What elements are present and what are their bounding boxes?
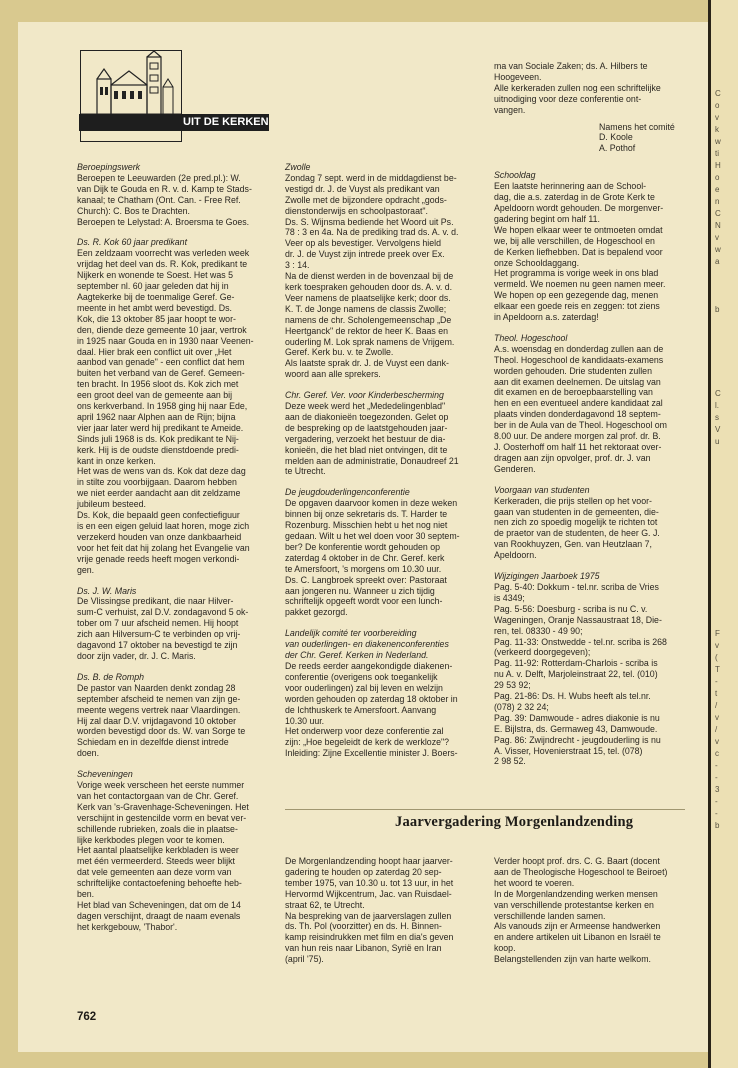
- edge-letter: [715, 556, 738, 568]
- text-line: meente wegens vertrek naar Vlaardingen.: [77, 704, 241, 715]
- text-line: Sinds juli 1968 is ds. Kok predikant te Nij-: [77, 433, 239, 444]
- paragraph-gap: [494, 323, 692, 333]
- text-line: pakket gezorgd.: [285, 607, 348, 618]
- text-line: vermeld. We noemen nu geen namen meer.: [494, 279, 666, 290]
- text-line: Rozenburg. Misschien hebt u het nog niet: [285, 520, 448, 531]
- text-line: verschijnt in gestencilde vorm en bevat ver-: [77, 812, 247, 823]
- section-heading: der Chr. Geref. Kerken in Nederland.: [285, 650, 429, 661]
- text-line: schillende rubrieken, zoals die in plaatse-: [77, 823, 238, 834]
- text-line: ren, tel. 08330 - 49 90;: [494, 625, 583, 636]
- text-line: binnen bij onze sekretaris ds. T. Harder te: [285, 509, 448, 520]
- text-line: de Ichthuskerk te Amersfoort. Aanvang: [285, 704, 437, 715]
- edge-letter: [715, 604, 738, 616]
- text-line: worden gehouden. Drie studenten zullen: [494, 365, 652, 376]
- signature-line: D. Koole: [599, 132, 633, 143]
- column-4: [285, 856, 485, 965]
- text-line: Na de dienst werden in de bovenzaal bij de: [285, 271, 454, 282]
- text-line: Apeldoorn.: [494, 550, 537, 561]
- text-line: onze Schooldaggang.: [494, 257, 580, 268]
- edge-letter: v: [715, 233, 719, 242]
- text-line: vrijdag het deel van ds. R. Kok, predikant te: [77, 259, 248, 270]
- paragraph-gap: [494, 561, 692, 571]
- text-line: plaats vinden donderdagavond 18 septem-: [494, 409, 661, 420]
- edge-letter: [715, 448, 738, 460]
- text-line: de bespreking op de laatstgehouden jaar-: [285, 422, 448, 433]
- text-line: tober om 7 uur afscheid nemen. Hij hoopt: [77, 618, 239, 629]
- signature-line: A. Pothof: [599, 143, 636, 154]
- text-line: ons kerkverband. In 1958 ging hij naar Ede,: [77, 401, 248, 412]
- text-line: Pag. 11-33: Onstwedde - tel.nr. scriba is 268: [494, 636, 667, 647]
- edge-letter: -: [715, 773, 718, 782]
- text-line: vrije genade reeds heeft mogen verkondi-: [77, 553, 240, 564]
- text-line: april 1962 naar Alphen aan de Rijn; bijna: [77, 411, 236, 422]
- text-line: dr. J. de Vuyst zijn intrede preek over Ex.: [285, 249, 445, 260]
- edge-letter: u: [715, 437, 720, 446]
- text-line: elkaar een goede reis en zeggen: tot ziens: [494, 301, 660, 312]
- edge-letter: C: [715, 209, 721, 218]
- edge-letter: t: [715, 689, 718, 698]
- text-line: verschillende landen samen.: [494, 910, 606, 921]
- edge-letter: k: [715, 125, 719, 134]
- text-line: we niet eerder aandacht aan dit zeldzame: [77, 488, 241, 499]
- paragraph-gap: [77, 662, 277, 672]
- text-line: verzekerd houden van onze dankbaarheid: [77, 531, 242, 542]
- text-line: gadering begint om half 11.: [494, 213, 600, 224]
- text-line: dragen aan zijn opvolger, prof. dr. J. van: [494, 452, 651, 463]
- text-line: tember 1975, van 10.30 u. tot 13 uur, in het: [285, 877, 454, 888]
- section-heading: De jeugdouderlingenconferentie: [285, 487, 410, 498]
- text-line: van Dijk te Gouda en R. v. d. Kamp te Stads-: [77, 183, 252, 194]
- section-banner: [79, 114, 269, 131]
- text-line: Inleiding: Zijne Excellentie minister J. Boers-: [285, 748, 458, 759]
- text-line: Schiedam en in dezelfde dienst intrede: [77, 737, 229, 748]
- text-line: Ds. C. Langbroek spreekt over: Pastoraat: [285, 574, 447, 585]
- edge-letter: e: [715, 185, 720, 194]
- text-line: (verkeerd doorgegeven);: [494, 647, 591, 658]
- section-heading: Ds. J. W. Maris: [77, 585, 137, 596]
- edge-letter: [715, 292, 738, 304]
- text-line: te Amersfoort, 's morgens om 10.30 uur.: [285, 563, 442, 574]
- text-line: namens de chr. Scholengemeenschap „De: [285, 314, 452, 325]
- text-line: zaterdag 4 oktober in de Chr. Geref. kerk: [285, 552, 445, 563]
- text-line: met één vermeerderd. Steeds weer blijkt: [77, 856, 235, 867]
- text-line: Een laatste herinnering aan de School-: [494, 181, 647, 192]
- text-line: Pag. 5-40: Dokkum - tel.nr. scriba de Vries: [494, 581, 659, 592]
- section-heading: Ds. B. de Romph: [77, 671, 144, 682]
- text-line: Zondag 7 sept. werd in de middagdienst be-: [285, 172, 457, 183]
- text-line: worden gehouden op zaterdag 18 oktober in: [285, 693, 458, 704]
- text-line: de Kerken liefhebben. Dat is bepalend voor: [494, 246, 663, 257]
- edge-letter: [715, 496, 738, 508]
- text-line: Church): C. Bos te Drachten.: [77, 205, 190, 216]
- signature-line: Namens het comité: [599, 121, 675, 132]
- edge-letter: n: [715, 197, 720, 206]
- text-line: kerk. Hij is de oudste dienstdoende predi-: [77, 444, 239, 455]
- text-line: Pag. 86: Zwijndrecht - jeugdouderling is nu: [494, 734, 661, 745]
- text-line: Alle kerkeraden zullen nog een schriftelijke: [494, 82, 661, 93]
- text-line: straat 62, te Utrecht.: [285, 899, 365, 910]
- text-line: ber? De konferentie wordt gehouden op: [285, 541, 441, 552]
- text-line: aan de Theologische Hogeschool te Beiroet): [494, 866, 668, 877]
- paragraph-gap: [77, 576, 277, 586]
- text-line: We hopen op een gezegende dag, menen: [494, 290, 659, 301]
- edge-letter: v: [715, 113, 719, 122]
- text-line: voor het feit dat hij zolang het Evangelie van: [77, 542, 250, 553]
- text-line: vangen.: [494, 104, 526, 115]
- edge-letter: [715, 352, 738, 364]
- text-line: Als vanouds zijn er Armeense handwerken: [494, 921, 661, 932]
- edge-letter: N: [715, 221, 721, 230]
- text-line: van verschillende protestantse kerken en: [494, 899, 654, 910]
- edge-letter: [715, 472, 738, 484]
- text-line: Deze week werd het „Mededelingenblad": [285, 401, 446, 412]
- text-line: lijke kerkbodes plegen voor te komen.: [77, 834, 225, 845]
- text-line: september afscheid te nemen van zijn ge-: [77, 693, 241, 704]
- edge-letter: [715, 340, 738, 352]
- text-line: dag, die a.s. zaterdag in de Grote Kerk te: [494, 192, 655, 203]
- text-line: Geref. Kerk bu. v. te Zwolle.: [285, 347, 394, 358]
- edge-letter: v: [715, 641, 719, 650]
- section-heading: Scheveningen: [77, 769, 133, 780]
- text-line: ma van Sociale Zaken; ds. A. Hilbers te: [494, 61, 648, 71]
- text-line: Het was de wens van ds. Kok dat deze dag: [77, 466, 246, 477]
- text-line: (april '75).: [285, 954, 324, 965]
- text-line: in stilte zou voorbijgaan. Daarom hebben: [77, 477, 237, 488]
- edge-letter: [715, 544, 738, 556]
- edge-letter: o: [715, 101, 720, 110]
- section-heading: Landelijk comité ter voorbereiding: [285, 628, 417, 639]
- text-line: en andere artikelen uit Libanon en Israël te: [494, 932, 661, 943]
- text-line: gadering te houden op zaterdag 20 sep-: [285, 866, 442, 877]
- paragraph-gap: [77, 759, 277, 769]
- text-line: Theol. Hogeschool de kandidaats-examens: [494, 354, 664, 365]
- section-heading: Ds. R. Kok 60 jaar predikant: [77, 237, 188, 248]
- edge-letter: H: [715, 161, 721, 170]
- edge-letter: v: [715, 737, 719, 746]
- edge-letter: b: [715, 305, 720, 314]
- next-page-letters: [715, 88, 738, 832]
- text-line: ber in de Aula van de Theol. Hogeschool om: [494, 420, 667, 431]
- text-line: conferentie (overigens ook toegankelijk: [285, 671, 438, 682]
- text-line: Het programma is vorige week in ons blad: [494, 268, 659, 279]
- text-line: worden bevestigd door ds. W. van Sorge te: [77, 726, 246, 737]
- paragraph-gap: [285, 380, 485, 390]
- text-line: Het aantal plaatselijke kerkbladen is weer: [77, 845, 239, 856]
- text-line: ds. Th. Pol (voorzitter) en ds. H. Binnen-: [285, 921, 442, 932]
- text-line: (078) 2 32 24;: [494, 701, 549, 712]
- text-line: aan dit examen deelnemen. De uitslag van: [494, 376, 661, 387]
- text-line: 8.00 uur. De andere morgen zal prof. dr. B.: [494, 431, 661, 442]
- edge-letter: T: [715, 665, 720, 674]
- text-line: vergadering, verzoekt het bestuur de dia-: [285, 433, 446, 444]
- text-line: nen zich zo spoedig mogelijk te richten tot: [494, 517, 658, 528]
- text-line: Beroepen te Leeuwarden (2e pred.pl.): W.: [77, 172, 241, 183]
- text-line: konieën, die het blad niet ontvingen, dit te: [285, 444, 448, 455]
- edge-letter: c: [715, 749, 719, 758]
- church-icon: [81, 51, 181, 115]
- edge-letter: [715, 616, 738, 628]
- text-line: melden aan de administratie, Donaudreef 21: [285, 455, 459, 466]
- text-line: Pag. 11-92: Rotterdam-Charlois - scriba is: [494, 658, 658, 669]
- column-1: [77, 162, 277, 933]
- text-line: dienstonderwijs en schoolpastoraat".: [285, 205, 428, 216]
- text-line: meente in het ambt werd bevestigd. Ds.: [77, 302, 233, 313]
- page-number: 762: [77, 1011, 97, 1023]
- text-line: de praetor van de studenten, de heer G. J.: [494, 528, 660, 539]
- edge-letter: a: [715, 257, 720, 266]
- text-line: hen en een eventueel andere kandidaat zal: [494, 398, 663, 409]
- edge-letter: C: [715, 89, 721, 98]
- text-line: Aagtekerke bij de toenmalige Geref. Ge-: [77, 291, 235, 302]
- text-line: E. Bijlstra, ds. Germaweg 43, Damwoude.: [494, 723, 658, 734]
- text-line: 2 98 52.: [494, 756, 526, 767]
- article-title: Jaarvergadering Morgenlandzending: [395, 814, 634, 830]
- text-line: J. Oosterhoff om half 11 het rektoraat over-: [494, 442, 662, 452]
- section-heading: Theol. Hogeschool: [494, 332, 568, 343]
- text-line: 29 53 92;: [494, 680, 531, 691]
- text-line: Verder hoopt prof. drs. C. G. Baart (docent: [494, 856, 660, 866]
- edge-letter: [715, 460, 738, 472]
- text-line: in 1925 naar Gouda en in 1930 naar Veenen-: [77, 335, 254, 346]
- text-line: een groot deel van de gemeente aan bij: [77, 390, 233, 401]
- text-line: in Apeldoorn a.s. zaterdag!: [494, 312, 599, 323]
- text-line: schriftelijk opgeeft wordt voor een lunch-: [285, 596, 443, 607]
- text-line: den, diende deze gemeente 10 jaar, vertrok: [77, 324, 247, 335]
- text-line: Apeldoorn wordt gehouden. De morgenver-: [494, 202, 664, 213]
- text-line: De reeds eerder aangekondigde diakenen-: [285, 660, 453, 671]
- edge-letter: [715, 364, 738, 376]
- edge-letter: ti: [715, 149, 719, 158]
- column-5: [494, 856, 692, 965]
- edge-letter: [715, 280, 738, 292]
- column-2: [285, 162, 485, 759]
- edge-letter: 3: [715, 785, 720, 794]
- text-line: gedaan. Wilt u het wel doen voor 30 septem-: [285, 531, 460, 541]
- paragraph-gap: [494, 154, 692, 164]
- edge-letter: [715, 568, 738, 580]
- text-line: Heertganck" de rektor de heer K. Baas en: [285, 325, 449, 336]
- text-line: doen.: [77, 748, 100, 759]
- text-line: Kerkeraden, die prijs stellen op het voor-: [494, 495, 652, 506]
- edge-letter: -: [715, 761, 718, 770]
- text-line: vestigd dr. J. de Vuyst als predikant van: [285, 183, 440, 194]
- text-line: Pag. 39: Damwoude - adres diakonie is nu: [494, 712, 660, 723]
- text-line: kant in onze kerken.: [77, 455, 156, 466]
- edge-letter: [715, 592, 738, 604]
- text-line: Pag. 5-56: Doesburg - scriba is nu C. v.: [494, 603, 648, 614]
- text-line: Hoogeveen.: [494, 71, 542, 82]
- edge-letter: v: [715, 713, 719, 722]
- text-line: buiten het verband van de Geref. Gemeen-: [77, 368, 245, 379]
- text-line: van hun reis naar Libanon, Syrië en Iran: [285, 943, 442, 954]
- edge-letter: w: [715, 245, 721, 254]
- edge-letter: [715, 484, 738, 496]
- edge-letter: /: [715, 701, 718, 710]
- paragraph-gap: [285, 477, 485, 487]
- next-page-edge: [708, 0, 738, 1068]
- text-line: ben.: [77, 889, 95, 900]
- section-heading: van ouderlingen- en diakenenconferenties: [285, 639, 449, 650]
- text-line: Een zeldzaam voorrecht was verleden week: [77, 248, 250, 259]
- column-3: [494, 61, 692, 767]
- text-line: De opgaven daarvoor komen in deze weken: [285, 498, 458, 509]
- text-line: De pastor van Naarden denkt zondag 28: [77, 682, 236, 693]
- text-line: Vorige week verscheen het eerste nummer: [77, 780, 245, 791]
- text-line: nu A. v. Delft, Marjoleinstraat 22, tel. (010): [494, 669, 658, 680]
- text-line: Hervormd Wijkcentrum, Jac. van Ruisdael-: [285, 888, 452, 899]
- text-line: K. T. de Jonge namens de classis Zwolle;: [285, 303, 447, 314]
- text-line: Genderen.: [494, 463, 536, 474]
- text-line: van Rookhuyzen, Gen. van Heutzlaan 7,: [494, 539, 652, 550]
- text-line: te Utrecht.: [285, 466, 326, 477]
- section-heading: Beroepingswerk: [77, 162, 141, 172]
- text-line: In de Morgenlandzending werken mensen: [494, 888, 658, 899]
- text-line: aanbod van genade" - een conflict dat hem: [77, 357, 245, 368]
- text-line: ouderling M. Lok sprak namens de Vrijgem.: [285, 336, 455, 347]
- text-line: schriftelijke contactoefening behoefte heb-: [77, 878, 242, 889]
- edge-letter: s: [715, 413, 719, 422]
- edge-letter: [715, 376, 738, 388]
- text-line: aan de diakonieën toegezonden. Gelet op: [285, 411, 449, 422]
- paragraph-gap: [285, 618, 485, 628]
- text-line: koop.: [494, 943, 516, 954]
- text-line: Hij zal daar D.V. vrijdagavond 10 oktober: [77, 715, 237, 726]
- edge-letter: [715, 532, 738, 544]
- edge-letter: -: [715, 809, 718, 818]
- edge-letter: w: [715, 137, 721, 146]
- text-line: zich aan Hilversum-C te verbinden op vrij-: [77, 629, 241, 640]
- text-line: We hopen elkaar weer te ontmoeten omdat: [494, 224, 663, 235]
- text-line: aan jongeren nu. Wanneer u zich tijdig: [285, 585, 435, 596]
- edge-letter: [715, 508, 738, 520]
- edge-letter: o: [715, 173, 720, 182]
- text-line: dat vele gemeenten aan deze vorm van: [77, 867, 232, 878]
- text-line: A. Visser, Hovenierstraat 15, tel. (078): [494, 745, 643, 756]
- paragraph-gap: [494, 475, 692, 485]
- edge-letter: [715, 580, 738, 592]
- text-line: Beroepen te Lelystad: A. Broersma te Goes.: [77, 216, 250, 227]
- edge-letter: F: [715, 629, 720, 638]
- text-line: 3 : 14.: [285, 260, 310, 271]
- text-line: dagavond 17 oktober na bevestigd te zijn: [77, 640, 238, 651]
- text-line: kerk toespraken gehouden door ds. A. v. d.: [285, 281, 453, 292]
- edge-letter: /: [715, 725, 718, 734]
- text-line: we, bij alle verschillen, de Hogeschool en: [494, 235, 655, 246]
- text-line: daal. Hier brak een conflict uit over „Het: [77, 346, 232, 357]
- text-line: Ds. S. Wijnsma bediende het Woord uit Ps.: [285, 216, 454, 227]
- text-line: sum-C verhuist, zal D.V. zondagavond 5 ok-: [77, 607, 249, 618]
- edge-letter: -: [715, 677, 718, 686]
- edge-letter: (: [715, 653, 718, 662]
- edge-letter: [715, 316, 738, 328]
- text-line: Zwolle met de bijzondere opdracht „gods-: [285, 194, 447, 205]
- text-line: kanaal; te Chatham (Ont. Can. - Free Ref.: [77, 194, 241, 205]
- section-heading: Chr. Geref. Ver. voor Kinderbescherming: [285, 390, 444, 401]
- edge-letter: [715, 268, 738, 280]
- edge-letter: -: [715, 797, 718, 806]
- text-line: is 4349;: [494, 592, 525, 603]
- text-line: Het blad van Scheveningen, dat om de 14: [77, 900, 241, 910]
- text-line: woord aan alle sprekers.: [285, 369, 381, 380]
- text-line: september nl. 60 jaar geleden dat hij in: [77, 281, 229, 292]
- text-line: het woord te voeren.: [494, 877, 575, 888]
- edge-letter: b: [715, 821, 720, 830]
- section-heading: Wijzigingen Jaarboek 1975: [494, 571, 600, 582]
- text-line: Belangstellenden zijn van harte welkom.: [494, 954, 651, 965]
- edge-letter: l.: [715, 401, 719, 410]
- text-line: 10.30 uur.: [285, 715, 325, 726]
- text-line: van het contactorgaan van de Chr. Geref.: [77, 790, 239, 801]
- text-line: dit examen en de beroepbaarstelling van: [494, 387, 653, 398]
- text-line: gaan van studenten in de gemeenten, die-: [494, 506, 659, 517]
- text-line: door zijn vader, dr. J. C. Maris.: [77, 650, 196, 661]
- text-line: De Vlissingse predikant, die naar Hilver-: [77, 596, 234, 607]
- text-line: Het onderwerp voor deze conferentie zal: [285, 726, 444, 737]
- text-line: Ds. Kok, die bepaald geen confectiefiguur: [77, 510, 240, 521]
- text-line: Nijkerk en wonende te Soest. Het was 5: [77, 270, 233, 281]
- text-line: A.s. woensdag en donderdag zullen aan de: [494, 343, 664, 354]
- text-line: Wageningen, Oranje Nassaustraat 18, Die-: [494, 614, 662, 625]
- text-line: jubileum besteed.: [77, 499, 146, 510]
- text-line: Veer op als bevestiger. Vervolgens hield: [285, 238, 442, 249]
- edge-letter: [715, 328, 738, 340]
- text-line: uitnodiging voor deze conferentie ont-: [494, 93, 642, 104]
- text-line: ten bracht. In 1956 sloot ds. Kok zich met: [77, 379, 239, 390]
- section-heading: Zwolle: [285, 162, 311, 172]
- edge-letter: [715, 520, 738, 532]
- text-line: Pag. 21-86: Ds. H. Wubs heeft als tel.nr.: [494, 691, 651, 702]
- text-line: het kerkgebouw, 'Thabor'.: [77, 921, 178, 932]
- text-line: Veer namens de plaatselijke kerk; door ds.: [285, 292, 451, 303]
- text-line: vier jaar later werd hij predikant te Ameide.: [77, 422, 244, 433]
- edge-letter: C: [715, 389, 721, 398]
- section-title: UIT DE KERKEN: [183, 116, 269, 128]
- text-line: dagen verschijnt, draagt de naam evenals: [77, 910, 241, 921]
- text-line: gen.: [77, 564, 95, 575]
- text-line: is en een eigen geluid laat horen, moge zich: [77, 521, 250, 531]
- text-line: Als laatste sprak dr. J. de Vuyst een dank-: [285, 358, 449, 369]
- text-line: kamp reisindrukken met film en dia's geven: [285, 932, 454, 943]
- text-line: Na bespreking van de jaarverslagen zullen: [285, 910, 452, 921]
- section-heading: Voorgaan van studenten: [494, 484, 590, 495]
- text-line: De Morgenlandzending hoopt haar jaarver-: [285, 856, 453, 866]
- text-line: zijn: „Hoe begeleidt de kerk de werkloze"?: [285, 737, 449, 748]
- text-line: Kerk van 's-Gravenhage-Scheveningen. Het: [77, 801, 249, 812]
- paragraph-gap: [77, 227, 277, 237]
- text-line: voor ouderlingen) zal bij leven en welzijn: [285, 682, 443, 693]
- section-heading: Schooldag: [494, 170, 536, 181]
- edge-letter: V: [715, 425, 721, 434]
- title-rule: [285, 809, 685, 810]
- text-line: Kok, die 13 oktober 85 jaar hoopt te wor-: [77, 313, 236, 324]
- text-line: 78 : 3 en 4a. Na de prediking trad ds. A. v. d.: [285, 227, 459, 238]
